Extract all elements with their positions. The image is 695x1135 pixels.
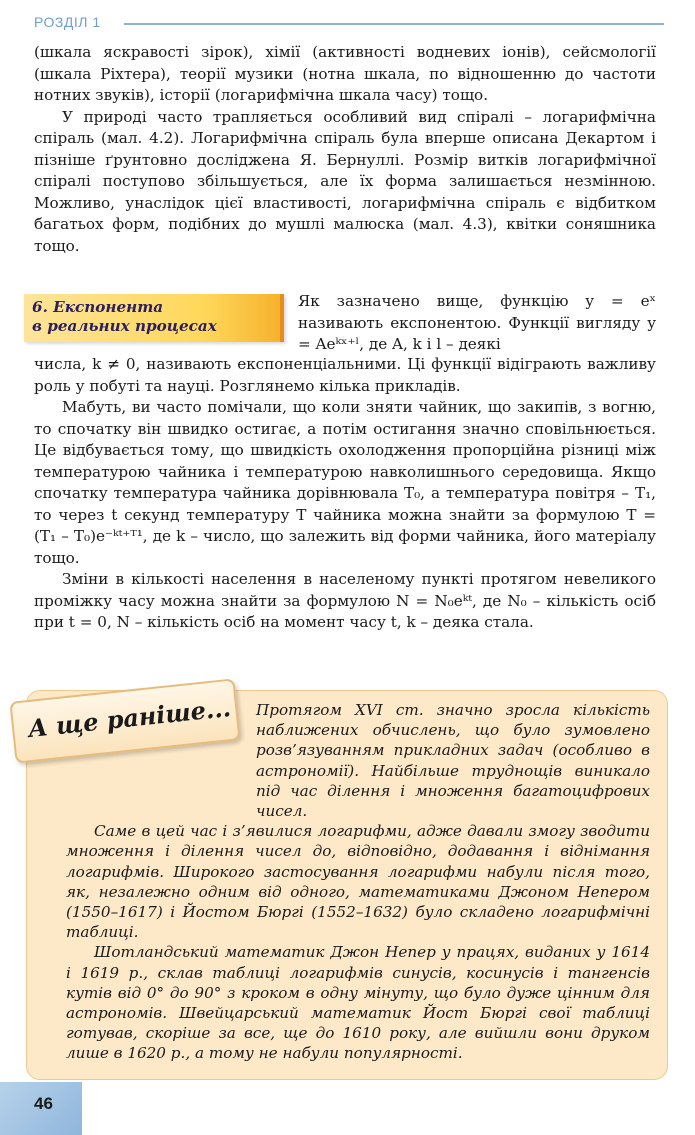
paragraph: У природі часто трапляється особливий вид спіралі – логарифмічна спіраль (мал. 4.2). Логарифмічна спіраль була вперше описана Декартом і пізніше ґрунтовно досліджена Я. Бернуллі. Розмір витків логарифмічної спіралі поступово збільшується, але їх форма залишається незмінною. Можливо, унаслідок цієї властивості, логарифмічна спіраль є відбитком багатьох форм, подібних до мушлі малюска (мал. 4.3), квітки соняшника тощо. [34,107,656,255]
section-heading-box [24,294,284,342]
paragraph: Як зазначено вище, функцію y = eˣ називають експонентою. Функції вигляду y = Aeᵏˣ⁺ˡ, де A, k і l – деякі [298,292,656,353]
side-text [298,291,656,356]
paragraph: (шкала яскравості зірок), хімії (активності водневих іонів), сейсмології (шкала Ріхтера), теорії музики (нотна шкала, по відношенню до частоти нотних звуків), історії (логарифмічна шкала часу) тощо. [34,43,656,104]
body-text-top [34,42,656,257]
paragraph: Саме в цей час і з’явилися логарифми, адже давали змогу зводити множення і ділення чисел до, відповідно, додавання і віднімання логарифмів. Широкого застосування логарифми набули після того, як, незалежно одним від одного, математиками Джоном Непером (1550–1617) і Йостом Бюргі (1552–1632) було складено логарифмічні таблиці. [66,822,650,942]
paragraph: Шотландський математик Джон Непер у працях, виданих у 1614 і 1619 р., склав таблиці логарифмів синусів, косинусів і тангенсів кутів від 0° до 90° з кроком в одну мінуту, що було дуже цінним для астрономів. Швейцарський математик Йост Бюргі свої таблиці готував, скоріше за все, ще до 1610 року, але вийшли вони друком лише в 1620 р., а тому не набули популярності. [66,943,650,1063]
history-banner-title: А ще раніше... [26,692,233,744]
body-text-bottom [34,354,656,634]
section-label: РОЗДІЛ 1 [34,14,101,30]
paragraph: Зміни в кількості населення в населеному пункті протягом невеликого проміжку часу можна знайти за формулою N = N₀eᵏᵗ, де N₀ – кількість осіб при t = 0, N – кількість осіб на момент часу t, k – деяка стала. [34,570,656,631]
history-text [66,700,650,1064]
paragraph: Мабуть, ви часто помічали, що коли зняти чайник, що закипів, з вогню, то спочатку він швидко остигає, а потім остигання значно сповільнюється. Це відбувається тому, що швидкість охолодження пропорційна різниці між температурою чайника і температурою навколишнього середовища. Якщо спочатку температура чайника дорівнювала T₀, а температура повітря – T₁, то через t секунд температуру T чайника можна знайти за формулою T = (T₁ – T₀)e⁻ᵏᵗ⁺ᵀ¹, де k – число, що залежить від форми чайника, його матеріалу тощо. [34,398,656,567]
paragraph: Протягом XVI ст. значно зросла кількість наближених обчислень, що було зумовлено розв’язуванням прикладних задач (особливо в астрономії). Найбільше труднощів виникало під час ділення і множення багатоцифрових чисел. [256,701,650,821]
paragraph: числа, k ≠ 0, називають експоненціальними. Ці функції відіграють важливу роль у побуті та науці. Розглянемо кілька прикладів. [34,355,656,395]
header-rule [124,23,664,25]
page-number: 46 [34,1094,53,1113]
page-header [34,12,664,32]
section-title: 6. Експонента в реальних процесах [32,298,217,335]
